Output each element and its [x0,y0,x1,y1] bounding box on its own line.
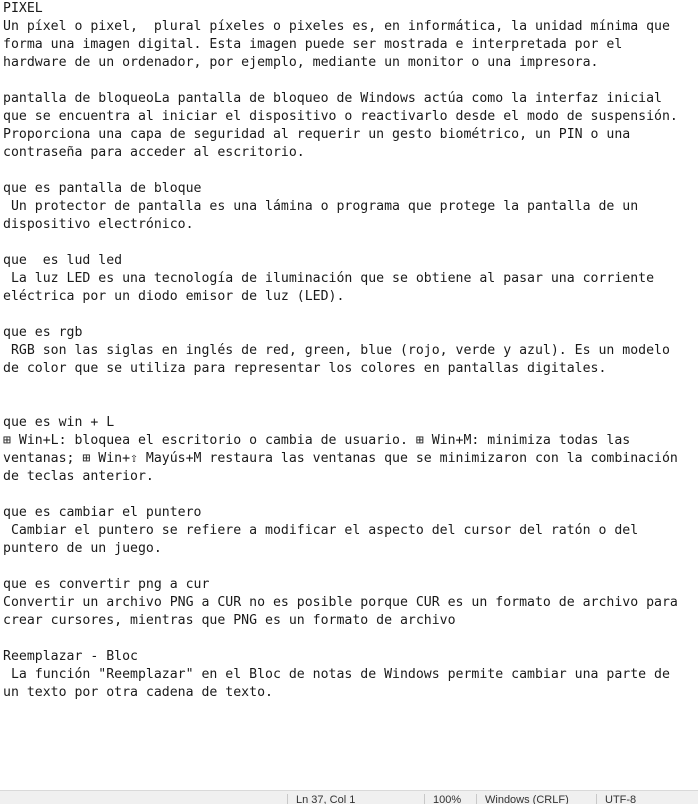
text-line [3,378,698,396]
text-line: ventanas; ⊞ Win+⇧ Mayús+M restaura las ventanas que se minimizaron con la combinación [3,451,678,466]
text-line: La función "Reemplazar" en el Bloc de notas de Windows permite cambiar una parte de [3,667,670,682]
text-line: La luz LED es una tecnología de iluminación que se obtiene al pasar una corriente [3,271,655,286]
text-line: que es lud led [3,253,123,268]
text-line: ⊞ Win+L: bloquea el escritorio o cambia de usuario. ⊞ Win+M: minimiza todas las [3,433,631,448]
text-line: de teclas anterior. [3,469,154,484]
status-bar [0,790,698,804]
text-line: Convertir un archivo PNG a CUR no es posible porque CUR es un formato de archivo para [3,595,678,610]
text-line: que es win + L [3,415,115,430]
text-line: puntero de un juego. [3,541,162,556]
line-ending: Windows (CRLF) [476,794,595,804]
text-line: que es convertir png a cur [3,577,210,592]
text-line [3,162,698,180]
text-line [3,396,698,414]
text-line [3,72,698,90]
text-line: dispositivo electrónico. [3,217,194,232]
text-line: Cambiar el puntero se refiere a modificar el aspecto del cursor del ratón o del [3,523,639,538]
text-line [3,486,698,504]
text-line: Un píxel o pixel, plural píxeles o pixeles es, en informática, la unidad mínima que [3,19,670,34]
text-line: un texto por otra cadena de texto. [3,685,273,700]
text-line: que se encuentra al iniciar el dispositivo o reactivarlo desde el modo de suspensión. [3,109,678,124]
text-line: PIXEL [3,1,43,16]
zoom-level[interactable]: 100% [424,794,479,804]
text-line: forma una imagen digital. Esta imagen puede ser mostrada e interpretada por el [3,37,623,52]
encoding: UTF-8 [596,794,695,804]
text-line [3,234,698,252]
text-line: Reemplazar - Bloc [3,649,138,664]
text-line: RGB son las siglas en inglés de red, green, blue (rojo, verde y azul). Es un modelo [3,343,670,358]
cursor-position: Ln 37, Col 1 [287,794,416,804]
text-line: contraseña para acceder al escritorio. [3,145,305,160]
text-line [3,306,698,324]
text-line: eléctrica por un diodo emisor de luz (LED). [3,289,345,304]
text-line: que es cambiar el puntero [3,505,202,520]
text-line: que es pantalla de bloque [3,181,202,196]
text-line: que es rgb [3,325,83,340]
text-line: crear cursores, mientras que PNG es un formato de archivo [3,613,456,628]
text-line [3,558,698,576]
text-line: Proporciona una capa de seguridad al requerir un gesto biométrico, un PIN o una [3,127,631,142]
text-line: de color que se utiliza para representar los colores en pantallas digitales. [3,361,607,376]
text-line: Un protector de pantalla es una lámina o programa que protege la pantalla de un [3,199,639,214]
text-line [3,630,698,648]
text-line: pantalla de bloqueoLa pantalla de bloqueo de Windows actúa como la interfaz inicial [3,91,662,106]
text-line: hardware de un ordenador, por ejemplo, mediante un monitor o una impresora. [3,55,599,70]
